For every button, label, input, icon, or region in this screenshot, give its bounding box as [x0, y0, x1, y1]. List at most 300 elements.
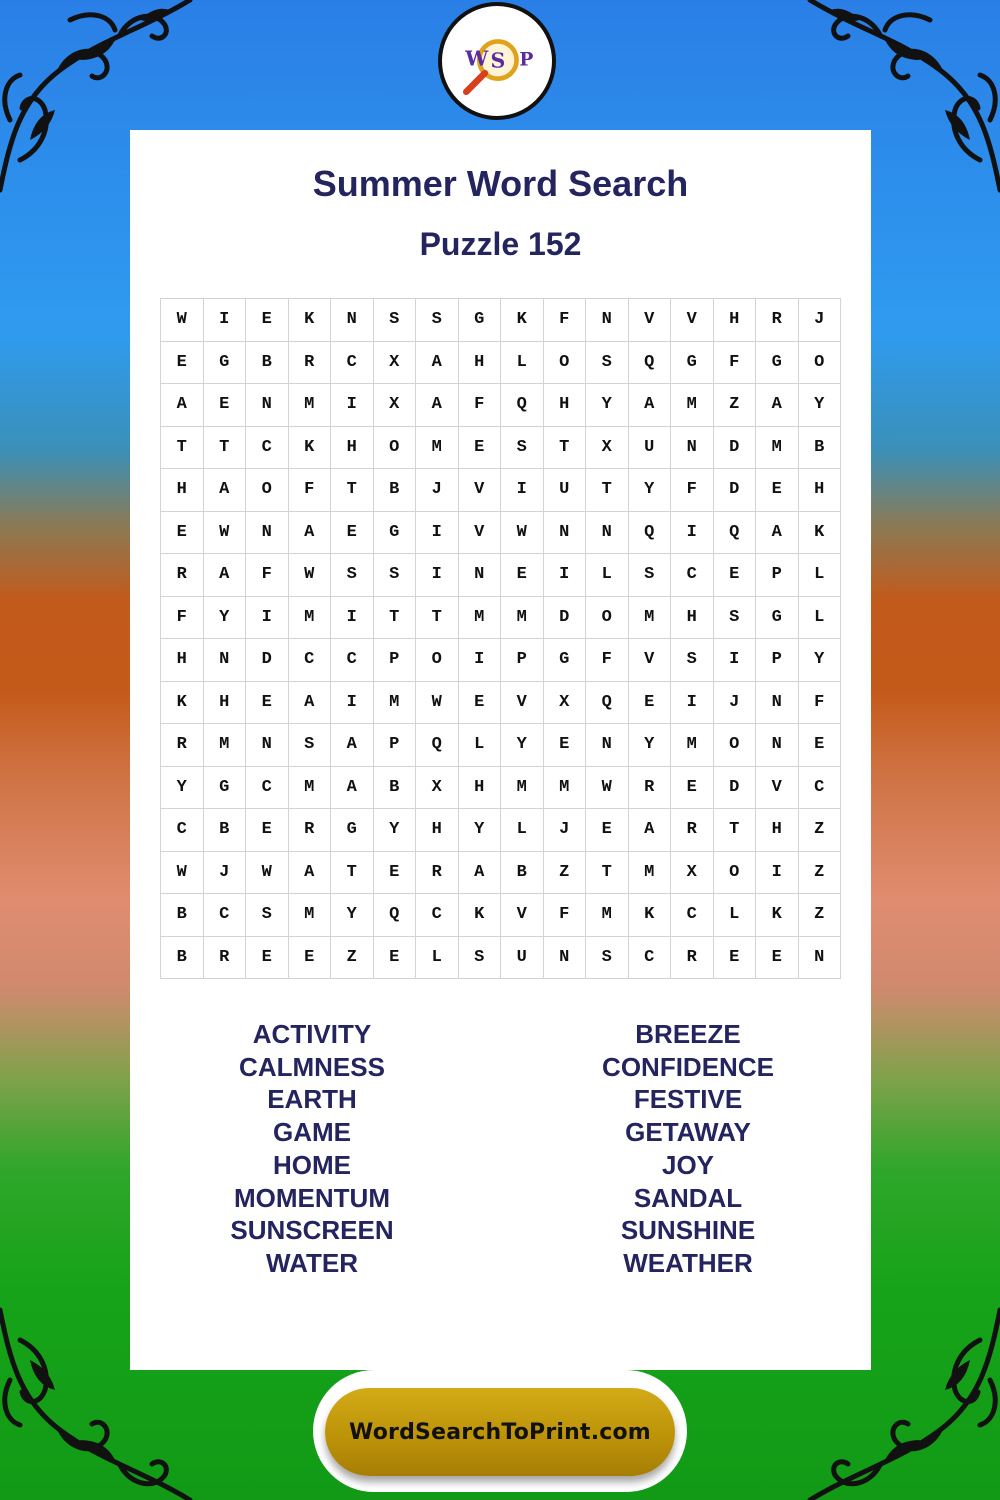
grid-cell[interactable]: W — [161, 851, 204, 894]
grid-cell[interactable]: Q — [713, 511, 756, 554]
grid-cell[interactable]: I — [713, 639, 756, 682]
grid-cell[interactable]: Z — [798, 894, 841, 937]
grid-cell[interactable]: K — [798, 511, 841, 554]
grid-cell[interactable]: N — [798, 936, 841, 979]
grid-cell[interactable]: O — [713, 851, 756, 894]
grid-cell[interactable]: C — [331, 341, 374, 384]
grid-cell[interactable]: R — [288, 809, 331, 852]
word-list-item: FESTIVE — [633, 1084, 743, 1115]
grid-cell[interactable]: T — [331, 851, 374, 894]
grid-cell[interactable]: M — [628, 596, 671, 639]
grid-cell[interactable]: M — [288, 766, 331, 809]
grid-cell[interactable]: E — [161, 341, 204, 384]
grid-cell[interactable]: M — [203, 724, 246, 767]
grid-cell[interactable]: F — [543, 299, 586, 342]
grid-cell[interactable]: O — [798, 341, 841, 384]
grid-cell[interactable]: E — [543, 724, 586, 767]
grid-cell[interactable]: Q — [373, 894, 416, 937]
grid-cell[interactable]: L — [501, 809, 544, 852]
wsp-logo — [438, 2, 556, 120]
grid-cell[interactable]: R — [671, 809, 714, 852]
grid-cell[interactable]: N — [203, 639, 246, 682]
grid-cell[interactable]: B — [203, 809, 246, 852]
grid-cell[interactable]: W — [501, 511, 544, 554]
grid-cell[interactable]: A — [628, 384, 671, 427]
grid-cell[interactable]: S — [713, 596, 756, 639]
grid-cell[interactable]: G — [756, 341, 799, 384]
grid-cell[interactable]: O — [713, 724, 756, 767]
word-list-item: BREEZE — [635, 1019, 741, 1049]
grid-cell[interactable]: X — [373, 384, 416, 427]
grid-cell[interactable]: F — [288, 469, 331, 512]
grid-cell[interactable]: I — [671, 681, 714, 724]
grid-cell[interactable]: H — [161, 639, 204, 682]
grid-cell[interactable]: V — [501, 681, 544, 724]
grid-cell[interactable]: B — [161, 894, 204, 937]
grid-row — [161, 426, 841, 469]
puzzle-panel — [130, 130, 871, 1370]
website-link-text: WordSearchToPrint.com — [349, 1419, 651, 1445]
page-title: Summer Word Search — [312, 163, 689, 204]
grid-cell[interactable]: N — [671, 426, 714, 469]
grid-cell[interactable]: S — [373, 554, 416, 597]
grid-cell[interactable]: M — [373, 681, 416, 724]
grid-cell[interactable]: R — [161, 724, 204, 767]
puzzle-number: Puzzle 152 — [419, 226, 582, 262]
grid-cell[interactable]: V — [458, 469, 501, 512]
grid-cell[interactable]: T — [586, 851, 629, 894]
grid-cell[interactable]: A — [161, 384, 204, 427]
grid-cell[interactable]: G — [458, 299, 501, 342]
grid-cell[interactable]: F — [713, 341, 756, 384]
grid-cell[interactable]: F — [161, 596, 204, 639]
grid-cell[interactable]: I — [756, 851, 799, 894]
grid-cell[interactable]: L — [713, 894, 756, 937]
grid-row — [161, 851, 841, 894]
grid-cell[interactable]: L — [501, 341, 544, 384]
grid-cell[interactable]: M — [288, 384, 331, 427]
word-list-item: SUNSCREEN — [230, 1215, 394, 1246]
grid-cell[interactable]: G — [331, 809, 374, 852]
grid-cell[interactable]: I — [246, 596, 289, 639]
grid-cell[interactable]: Y — [203, 596, 246, 639]
grid-cell[interactable]: F — [671, 469, 714, 512]
grid-cell[interactable]: I — [331, 681, 374, 724]
logo-letter-w: W — [465, 46, 489, 71]
grid-cell[interactable]: D — [543, 596, 586, 639]
grid-cell[interactable]: H — [331, 426, 374, 469]
grid-cell[interactable]: O — [416, 639, 459, 682]
grid-cell[interactable]: V — [501, 894, 544, 937]
grid-cell[interactable]: B — [373, 766, 416, 809]
grid-cell[interactable]: W — [246, 851, 289, 894]
grid-cell[interactable]: Y — [798, 384, 841, 427]
grid-cell[interactable]: F — [458, 384, 501, 427]
grid-cell[interactable]: K — [628, 894, 671, 937]
grid-cell[interactable]: A — [628, 809, 671, 852]
word-list-item: SANDAL — [633, 1182, 743, 1213]
grid-cell[interactable]: J — [798, 299, 841, 342]
grid-cell[interactable]: D — [713, 469, 756, 512]
grid-cell[interactable]: G — [203, 766, 246, 809]
grid-cell[interactable]: P — [756, 639, 799, 682]
grid-cell[interactable]: N — [756, 681, 799, 724]
word-list-item: GAME — [273, 1117, 351, 1148]
word-list-item: CONFIDENCE — [602, 1051, 774, 1082]
grid-cell[interactable]: X — [543, 681, 586, 724]
grid-cell[interactable]: Z — [331, 936, 374, 979]
grid-cell[interactable]: S — [628, 554, 671, 597]
grid-cell[interactable]: N — [331, 299, 374, 342]
grid-cell[interactable]: U — [501, 936, 544, 979]
grid-cell[interactable]: M — [671, 384, 714, 427]
grid-cell[interactable]: I — [543, 554, 586, 597]
grid-cell[interactable]: N — [543, 936, 586, 979]
grid-cell[interactable]: Z — [798, 809, 841, 852]
grid-cell[interactable]: C — [203, 894, 246, 937]
grid-cell[interactable]: F — [586, 639, 629, 682]
logo-letter-p: P — [519, 48, 534, 71]
grid-row — [161, 299, 841, 342]
word-list-left — [162, 1018, 462, 1280]
grid-cell[interactable]: T — [331, 469, 374, 512]
grid-cell[interactable]: A — [416, 341, 459, 384]
grid-cell[interactable]: Y — [501, 724, 544, 767]
grid-cell[interactable]: E — [373, 936, 416, 979]
grid-cell[interactable]: Q — [416, 724, 459, 767]
grid-row — [161, 511, 841, 554]
grid-cell[interactable]: P — [373, 724, 416, 767]
grid-cell[interactable]: X — [416, 766, 459, 809]
grid-cell[interactable]: E — [373, 851, 416, 894]
grid-cell[interactable]: A — [458, 851, 501, 894]
grid-cell[interactable]: H — [713, 299, 756, 342]
grid-cell[interactable]: E — [713, 554, 756, 597]
grid-cell[interactable]: N — [246, 384, 289, 427]
grid-cell[interactable]: F — [798, 681, 841, 724]
grid-cell[interactable]: C — [246, 426, 289, 469]
grid-cell[interactable]: W — [288, 554, 331, 597]
word-list-item: WEATHER — [623, 1247, 753, 1278]
grid-cell[interactable]: Y — [628, 469, 671, 512]
grid-cell[interactable]: Y — [798, 639, 841, 682]
grid-cell[interactable]: G — [543, 639, 586, 682]
word-list-item: WATER — [266, 1247, 358, 1278]
word-list-item: ACTIVITY — [252, 1019, 372, 1049]
grid-cell[interactable]: C — [331, 639, 374, 682]
word-list-item: MOMENTUM — [234, 1182, 390, 1213]
word-list-right — [538, 1018, 838, 1280]
grid-cell[interactable]: S — [586, 936, 629, 979]
grid-cell[interactable]: C — [161, 809, 204, 852]
letter-grid-body — [161, 299, 841, 979]
grid-cell[interactable]: I — [416, 511, 459, 554]
grid-cell[interactable]: H — [756, 809, 799, 852]
word-list-item: GETAWAY — [625, 1117, 751, 1148]
grid-cell[interactable]: B — [373, 469, 416, 512]
grid-cell[interactable]: M — [501, 766, 544, 809]
grid-cell[interactable]: U — [543, 469, 586, 512]
grid-cell[interactable]: I — [458, 639, 501, 682]
grid-row — [161, 639, 841, 682]
grid-cell[interactable]: E — [246, 681, 289, 724]
grid-cell[interactable]: Y — [586, 384, 629, 427]
grid-cell[interactable]: S — [331, 554, 374, 597]
grid-cell[interactable]: T — [586, 469, 629, 512]
word-list-item: JOY — [661, 1149, 715, 1180]
grid-cell[interactable]: C — [416, 894, 459, 937]
grid-cell[interactable]: R — [288, 341, 331, 384]
grid-cell[interactable]: N — [756, 724, 799, 767]
grid-row — [161, 596, 841, 639]
grid-cell[interactable]: C — [628, 936, 671, 979]
grid-cell[interactable]: A — [288, 511, 331, 554]
word-list-item: HOME — [273, 1149, 351, 1180]
grid-cell[interactable]: B — [501, 851, 544, 894]
grid-cell[interactable]: V — [458, 511, 501, 554]
grid-cell[interactable]: G — [671, 341, 714, 384]
grid-cell[interactable]: L — [798, 596, 841, 639]
grid-cell[interactable]: F — [543, 894, 586, 937]
grid-cell[interactable]: C — [671, 554, 714, 597]
grid-cell[interactable]: Q — [628, 341, 671, 384]
grid-cell[interactable]: H — [543, 384, 586, 427]
grid-cell[interactable]: E — [458, 426, 501, 469]
grid-cell[interactable]: T — [543, 426, 586, 469]
grid-cell[interactable]: H — [161, 469, 204, 512]
grid-cell[interactable]: E — [501, 554, 544, 597]
grid-cell[interactable]: W — [161, 299, 204, 342]
grid-cell[interactable]: M — [586, 894, 629, 937]
word-list-item: CALMNESS — [239, 1051, 385, 1082]
grid-cell[interactable]: D — [713, 426, 756, 469]
grid-cell[interactable]: L — [416, 936, 459, 979]
grid-cell[interactable]: F — [246, 554, 289, 597]
grid-cell[interactable]: S — [288, 724, 331, 767]
grid-cell[interactable]: H — [203, 681, 246, 724]
grid-cell[interactable]: N — [543, 511, 586, 554]
grid-cell[interactable]: E — [331, 511, 374, 554]
grid-cell[interactable]: E — [671, 766, 714, 809]
grid-cell[interactable]: S — [671, 639, 714, 682]
grid-cell[interactable]: E — [203, 384, 246, 427]
website-link-button[interactable] — [325, 1388, 675, 1476]
grid-cell[interactable]: H — [416, 809, 459, 852]
grid-cell[interactable]: S — [586, 341, 629, 384]
grid-row — [161, 766, 841, 809]
grid-cell[interactable]: E — [246, 936, 289, 979]
grid-cell[interactable]: M — [288, 596, 331, 639]
grid-cell[interactable]: V — [628, 299, 671, 342]
word-list-item: SUNSHINE — [620, 1215, 756, 1246]
grid-cell[interactable]: H — [458, 766, 501, 809]
grid-cell[interactable]: T — [416, 596, 459, 639]
grid-cell[interactable]: M — [671, 724, 714, 767]
grid-cell[interactable]: T — [373, 596, 416, 639]
grid-cell[interactable]: A — [331, 724, 374, 767]
grid-cell[interactable]: M — [458, 596, 501, 639]
grid-cell[interactable]: E — [246, 299, 289, 342]
grid-cell[interactable]: S — [458, 936, 501, 979]
grid-cell[interactable]: K — [288, 426, 331, 469]
grid-row — [161, 936, 841, 979]
grid-cell[interactable]: O — [543, 341, 586, 384]
grid-row — [161, 384, 841, 427]
grid-cell[interactable]: N — [586, 299, 629, 342]
grid-cell[interactable]: O — [373, 426, 416, 469]
grid-cell[interactable]: U — [628, 426, 671, 469]
grid-cell[interactable]: A — [288, 851, 331, 894]
grid-cell[interactable]: G — [756, 596, 799, 639]
grid-cell[interactable]: E — [586, 809, 629, 852]
grid-cell[interactable]: P — [373, 639, 416, 682]
grid-cell[interactable]: R — [756, 299, 799, 342]
grid-cell[interactable]: Y — [373, 809, 416, 852]
grid-cell[interactable]: C — [798, 766, 841, 809]
grid-cell[interactable]: S — [501, 426, 544, 469]
grid-cell[interactable]: N — [246, 724, 289, 767]
grid-cell[interactable]: Y — [331, 894, 374, 937]
grid-cell[interactable]: K — [501, 299, 544, 342]
grid-cell[interactable]: Z — [543, 851, 586, 894]
grid-cell[interactable]: E — [288, 936, 331, 979]
grid-cell[interactable]: J — [543, 809, 586, 852]
grid-cell[interactable]: R — [628, 766, 671, 809]
grid-cell[interactable]: G — [373, 511, 416, 554]
grid-cell[interactable]: E — [756, 469, 799, 512]
grid-cell[interactable]: X — [373, 341, 416, 384]
grid-cell[interactable]: S — [246, 894, 289, 937]
grid-cell[interactable]: E — [458, 681, 501, 724]
grid-cell[interactable]: W — [203, 511, 246, 554]
grid-cell[interactable]: J — [713, 681, 756, 724]
grid-cell[interactable]: C — [671, 894, 714, 937]
grid-cell[interactable]: M — [288, 894, 331, 937]
grid-cell[interactable]: D — [246, 639, 289, 682]
grid-cell[interactable]: T — [203, 426, 246, 469]
grid-cell[interactable]: V — [756, 766, 799, 809]
grid-cell[interactable]: K — [161, 681, 204, 724]
grid-cell[interactable]: A — [756, 511, 799, 554]
grid-cell[interactable]: L — [586, 554, 629, 597]
grid-cell[interactable]: T — [713, 809, 756, 852]
grid-row — [161, 681, 841, 724]
grid-cell[interactable]: I — [331, 596, 374, 639]
grid-cell[interactable]: K — [458, 894, 501, 937]
grid-cell[interactable]: L — [798, 554, 841, 597]
grid-cell[interactable]: E — [798, 724, 841, 767]
grid-cell[interactable]: A — [416, 384, 459, 427]
grid-cell[interactable]: R — [416, 851, 459, 894]
grid-cell[interactable]: P — [756, 554, 799, 597]
grid-cell[interactable]: P — [501, 639, 544, 682]
grid-cell[interactable]: R — [203, 936, 246, 979]
letter-grid — [160, 298, 841, 979]
grid-cell[interactable]: N — [458, 554, 501, 597]
grid-cell[interactable]: D — [713, 766, 756, 809]
grid-cell[interactable]: O — [246, 469, 289, 512]
grid-cell[interactable]: H — [458, 341, 501, 384]
grid-cell[interactable]: N — [246, 511, 289, 554]
grid-cell[interactable]: H — [798, 469, 841, 512]
grid-cell[interactable]: G — [203, 341, 246, 384]
grid-cell[interactable]: W — [416, 681, 459, 724]
grid-cell[interactable]: C — [246, 766, 289, 809]
logo-letter-s: S — [490, 48, 506, 73]
grid-cell[interactable]: I — [671, 511, 714, 554]
grid-cell[interactable]: Q — [586, 681, 629, 724]
grid-cell[interactable]: E — [161, 511, 204, 554]
grid-cell[interactable]: I — [331, 384, 374, 427]
grid-cell[interactable]: H — [671, 596, 714, 639]
grid-cell[interactable]: V — [671, 299, 714, 342]
grid-cell[interactable]: S — [373, 299, 416, 342]
grid-cell[interactable]: B — [798, 426, 841, 469]
grid-cell[interactable]: Q — [628, 511, 671, 554]
grid-cell[interactable]: K — [288, 299, 331, 342]
grid-cell[interactable]: M — [416, 426, 459, 469]
grid-cell[interactable]: I — [416, 554, 459, 597]
grid-cell[interactable]: Z — [713, 384, 756, 427]
grid-cell[interactable]: I — [203, 299, 246, 342]
grid-cell[interactable]: M — [628, 851, 671, 894]
grid-cell[interactable]: R — [161, 554, 204, 597]
grid-cell[interactable]: A — [203, 554, 246, 597]
grid-cell[interactable]: C — [288, 639, 331, 682]
grid-cell[interactable]: X — [586, 426, 629, 469]
grid-cell[interactable]: N — [586, 724, 629, 767]
grid-cell[interactable]: Y — [458, 809, 501, 852]
grid-cell[interactable]: O — [586, 596, 629, 639]
grid-cell[interactable]: E — [756, 936, 799, 979]
grid-cell[interactable]: W — [586, 766, 629, 809]
grid-cell[interactable]: V — [628, 639, 671, 682]
grid-cell[interactable]: T — [161, 426, 204, 469]
word-list-item: EARTH — [267, 1084, 357, 1115]
grid-cell[interactable]: X — [671, 851, 714, 894]
grid-row — [161, 469, 841, 512]
grid-cell[interactable]: E — [246, 809, 289, 852]
grid-row — [161, 341, 841, 384]
grid-cell[interactable]: M — [543, 766, 586, 809]
grid-cell[interactable]: B — [246, 341, 289, 384]
grid-cell[interactable]: E — [628, 681, 671, 724]
grid-cell[interactable]: M — [501, 596, 544, 639]
grid-cell[interactable]: Z — [798, 851, 841, 894]
grid-cell[interactable]: E — [713, 936, 756, 979]
grid-cell[interactable]: S — [416, 299, 459, 342]
grid-cell[interactable]: A — [331, 766, 374, 809]
grid-row — [161, 809, 841, 852]
grid-cell[interactable]: Y — [628, 724, 671, 767]
grid-row — [161, 894, 841, 937]
grid-cell[interactable]: R — [671, 936, 714, 979]
magnifier-icon — [442, 6, 552, 116]
grid-cell[interactable]: A — [756, 384, 799, 427]
grid-cell[interactable]: B — [161, 936, 204, 979]
grid-cell[interactable]: J — [416, 469, 459, 512]
grid-cell[interactable]: K — [756, 894, 799, 937]
grid-cell[interactable]: A — [288, 681, 331, 724]
grid-cell[interactable]: J — [203, 851, 246, 894]
grid-cell[interactable]: N — [586, 511, 629, 554]
grid-cell[interactable]: A — [203, 469, 246, 512]
grid-cell[interactable]: Q — [501, 384, 544, 427]
grid-cell[interactable]: Y — [161, 766, 204, 809]
grid-cell[interactable]: M — [756, 426, 799, 469]
grid-cell[interactable]: L — [458, 724, 501, 767]
grid-cell[interactable]: I — [501, 469, 544, 512]
